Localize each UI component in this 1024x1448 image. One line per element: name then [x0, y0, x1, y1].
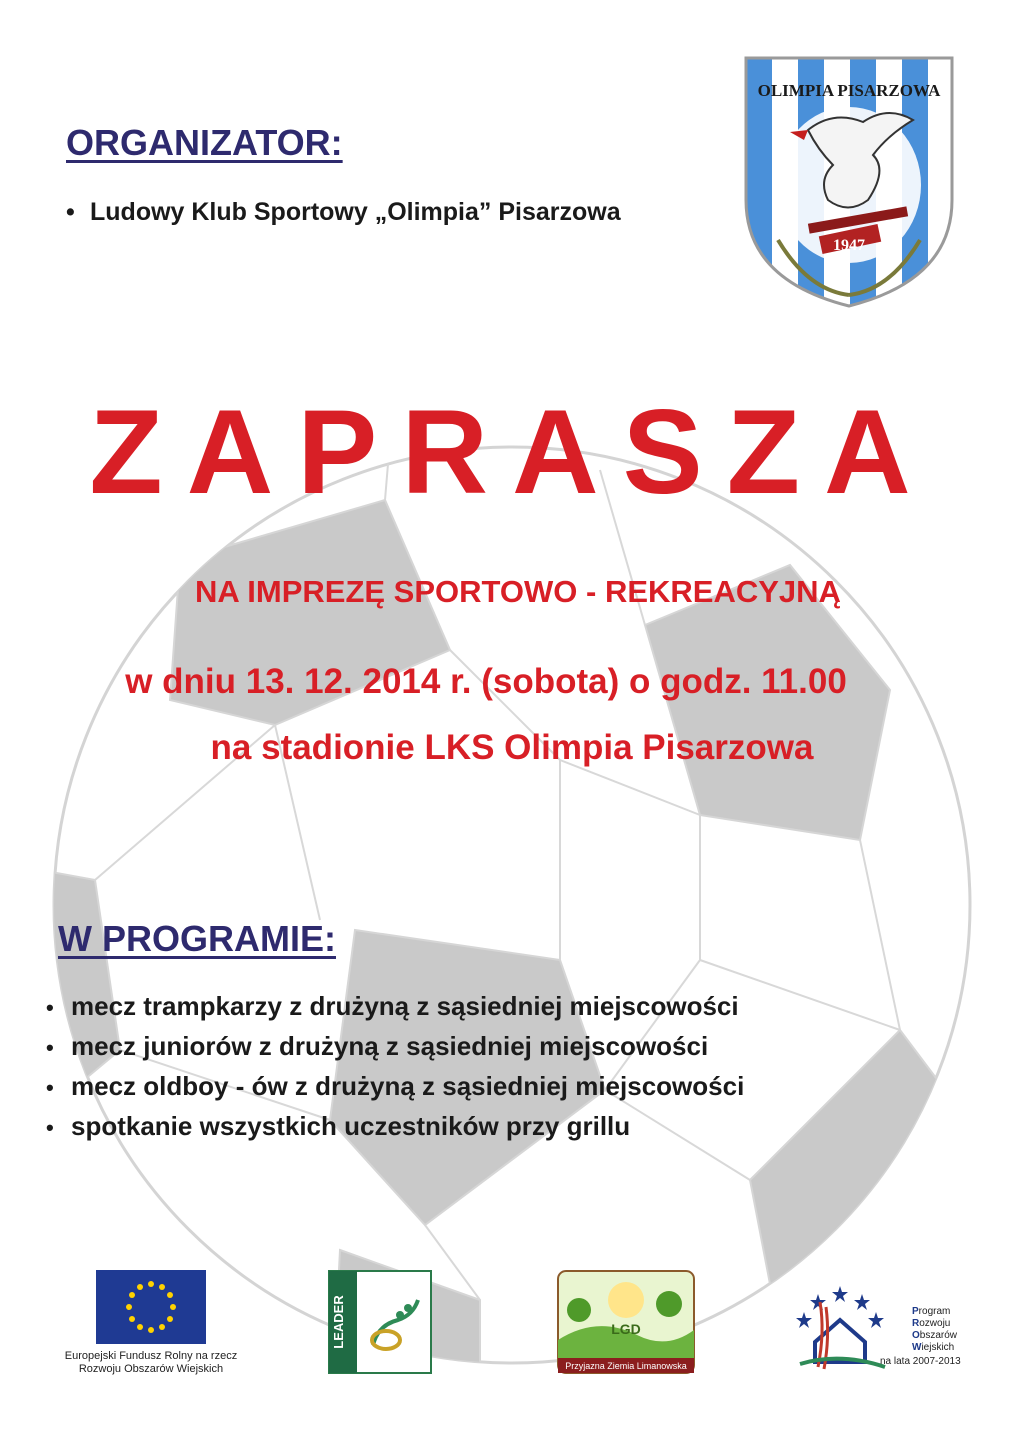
prow-initial: P [912, 1306, 919, 1317]
event-type: NA IMPREZĘ SPORTOWO - REKREACYJNĄ [195, 574, 841, 609]
program-heading: W PROGRAMIE: [58, 918, 336, 959]
prow-initial: O [912, 1330, 920, 1341]
eu-caption [56, 1350, 246, 1376]
lgd-logo-icon [557, 1270, 695, 1374]
organizer-heading: ORGANIZATOR: [66, 122, 343, 163]
list-item [46, 1026, 744, 1066]
program-item-text: mecz oldboy - ów z drużyną z sąsiedniej miejscowości [71, 1071, 745, 1101]
eu-caption-line: Europejski Fundusz Rolny na rzecz [64, 1350, 238, 1362]
leader-logo-icon [328, 1270, 432, 1374]
list-item [46, 986, 744, 1026]
prow-text [912, 1306, 957, 1354]
prow-word: rogram [918, 1306, 951, 1317]
club-crest-logo [738, 50, 960, 312]
organizer-item [66, 198, 621, 227]
invite-title: ZAPRASZA [89, 385, 935, 519]
crest-year: 1947 [833, 237, 865, 254]
event-date: w dniu 13. 12. 2014 r. (sobota) o godz. 11.00 [125, 662, 847, 701]
bullet-icon: • [46, 995, 54, 1020]
lgd-text: LGD [611, 1321, 641, 1337]
bullet-icon: • [46, 1115, 54, 1140]
program-item-text: mecz trampkarzy z drużyną z sąsiedniej miejscowości [71, 991, 739, 1021]
program-item-text: mecz juniorów z drużyną z sąsiedniej miejscowości [71, 1031, 709, 1061]
eu-flag-icon [96, 1270, 206, 1344]
eu-caption-line: Rozwoju Obszarów Wiejskich [78, 1363, 224, 1375]
program-list [46, 986, 744, 1146]
leader-text: LEADER [331, 1295, 346, 1349]
list-item [46, 1106, 744, 1146]
prow-initial: W [912, 1342, 922, 1353]
program-item-text: spotkanie wszystkich uczestników przy grillu [71, 1111, 631, 1141]
prow-logo-icon [790, 1272, 890, 1376]
bullet-icon: • [46, 1075, 54, 1100]
list-item [46, 1066, 744, 1106]
prow-word: ozwoju [919, 1318, 951, 1329]
organizer-name: Ludowy Klub Sportowy „Olimpia” Pisarzowa [90, 198, 621, 226]
prow-word: bszarów [919, 1330, 958, 1341]
bullet-icon: • [46, 1035, 54, 1060]
prow-years: na lata 2007-2013 [880, 1356, 961, 1367]
prow-word: iejskich [921, 1342, 955, 1353]
lgd-caption: Przyjazna Ziemia Limanowska [565, 1361, 687, 1371]
bullet-icon: • [66, 198, 75, 226]
event-location: na stadionie LKS Olimpia Pisarzowa [210, 728, 814, 767]
crest-name: OLIMPIA PISARZOWA [757, 81, 941, 100]
prow-initial: R [912, 1318, 920, 1329]
